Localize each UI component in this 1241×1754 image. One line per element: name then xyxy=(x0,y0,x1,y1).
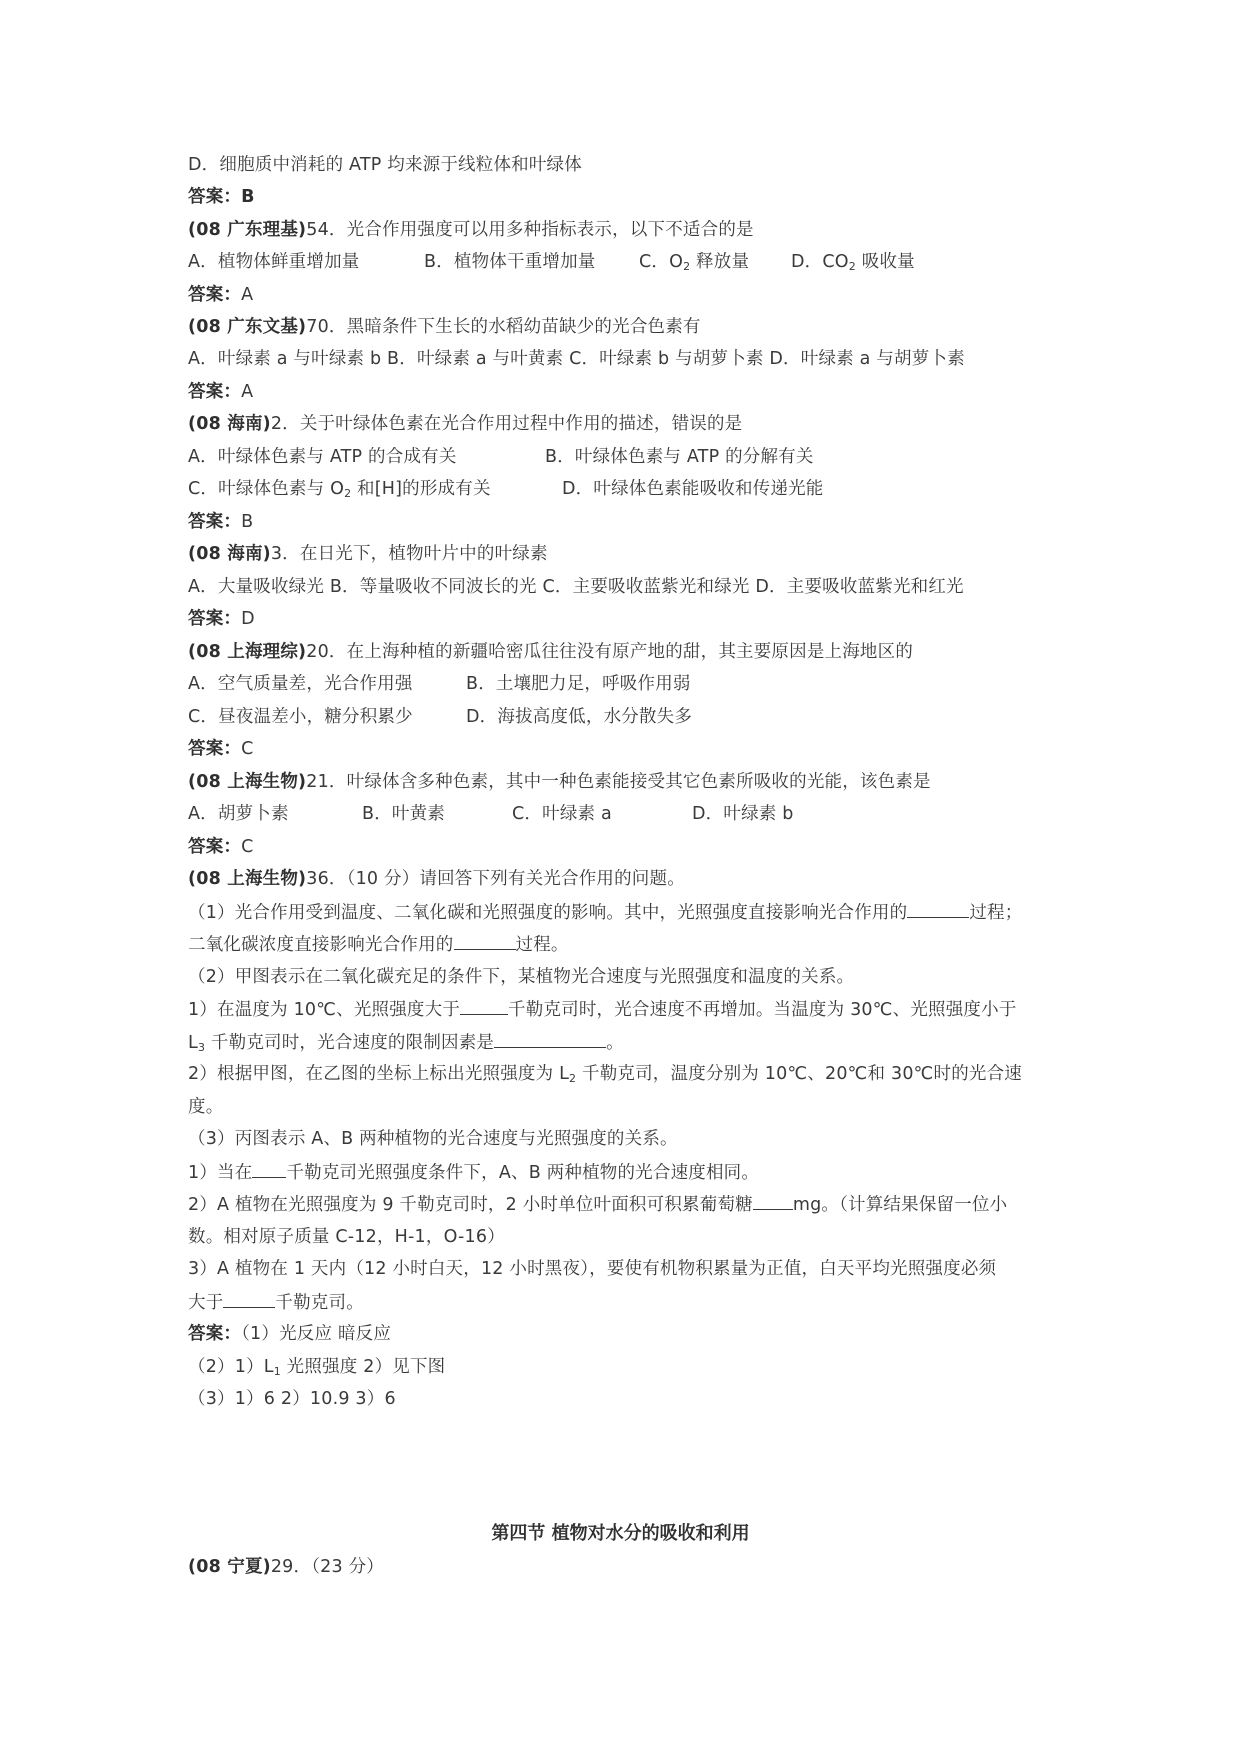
source-tag: (08 上海生物) xyxy=(188,869,307,889)
options-2-cd xyxy=(188,478,823,500)
source-tag: (08 海南) xyxy=(188,544,271,564)
option-d: D．叶绿体色素能吸收和传递光能 xyxy=(562,479,824,499)
answer-value: C xyxy=(241,739,254,759)
answer-value: B xyxy=(241,187,255,207)
answer-label: 答案： xyxy=(188,739,242,759)
source-tag: (08 上海生物) xyxy=(188,772,307,792)
answer-label: 答案： xyxy=(188,1324,242,1344)
answer-blank[interactable] xyxy=(223,1291,275,1308)
q36-part2-2-line2: 度。 xyxy=(188,1097,224,1117)
options-70: A．叶绿素 a 与叶绿素 b B．叶绿素 a 与叶黄素 C．叶绿素 b 与胡萝卜素 D．叶绿素 a 与胡萝卜素 xyxy=(188,349,965,369)
answer-label: 答案： xyxy=(188,285,242,305)
question-text: 70．黑暗条件下生长的水稻幼苗缺少的光合色素有 xyxy=(306,317,701,337)
q36-part3-3-line1: 3）A 植物在 1 天内（12 小时白天，12 小时黑夜），要使有机物积累量为正值，白天平均光照强度必须 xyxy=(188,1259,997,1279)
option-c: C．$O_2$ 释放量 xyxy=(639,252,750,273)
answer-label: 答案： xyxy=(188,187,242,207)
q36-part2-1-line1: 1）在温度为 10℃、光照强度大于 千勒克司时，光合速度不再增加。当温度为 30℃、光照强度小于 xyxy=(188,1000,1017,1020)
q36-part2-1-line2: $L_3$ 千勒克司时，光合速度的限制因素是 。 xyxy=(188,1033,624,1054)
answer-blank[interactable] xyxy=(753,1193,793,1210)
q36-part3-2-line1: 2）A 植物在光照强度为 9 千勒克司时，2 小时单位叶面积可积累葡萄糖 mg。（计算结果保留一位小 xyxy=(188,1195,1008,1215)
option-b: B．叶绿体色素与 ATP 的分解有关 xyxy=(545,447,814,467)
question-text: 20．在上海种植的新疆哈密瓜往往没有原产地的甜，其主要原因是上海地区的 xyxy=(306,642,914,662)
option-b: B．叶黄素 xyxy=(362,804,446,824)
answer-value: （1）光反应 暗反应 xyxy=(241,1324,392,1344)
answer-label: 答案： xyxy=(188,837,242,857)
source-tag: (08 上海理综) xyxy=(188,642,307,662)
answer-blank[interactable] xyxy=(454,933,516,950)
answer-blank[interactable] xyxy=(907,901,969,918)
q36-part3-2-line2: 数。相对原子质量 C-12，H-1，O-16） xyxy=(188,1227,505,1247)
options-20-cd xyxy=(188,706,692,728)
answer-line-3: （3）1）6 2）10.9 3）6 xyxy=(188,1389,396,1409)
answer-blank[interactable] xyxy=(494,1031,606,1048)
answer-blank[interactable] xyxy=(252,1161,286,1178)
question-21 xyxy=(188,771,931,793)
option-a: A．胡萝卜素 xyxy=(188,804,289,824)
question-text: 21．叶绿体含多种色素，其中一种色素能接受其它色素所吸收的光能，该色素是 xyxy=(306,772,931,792)
option-d: D．$CO_2$ 吸收量 xyxy=(791,252,915,273)
question-70 xyxy=(188,316,701,338)
answer-label: 答案： xyxy=(188,382,242,402)
option-d: D．叶绿素 b xyxy=(692,804,794,824)
answer-value: A xyxy=(241,382,254,402)
question-36 xyxy=(188,868,685,890)
answer-label: 答案： xyxy=(188,609,242,629)
source-tag: (08 广东理基) xyxy=(188,220,307,240)
question-20 xyxy=(188,641,913,663)
source-tag: (08 广东文基) xyxy=(188,317,307,337)
answer-blank[interactable] xyxy=(460,998,508,1015)
options-3: A．大量吸收绿光 B．等量吸收不同波长的光 C．主要吸收蓝紫光和绿光 D．主要吸收蓝紫光和红光 xyxy=(188,577,964,597)
option-d-line: D．细胞质中消耗的 ATP 均来源于线粒体和叶绿体 xyxy=(188,155,582,175)
answer-line xyxy=(188,511,253,533)
question-text: 29．（23 分） xyxy=(270,1557,384,1577)
source-tag: (08 海南) xyxy=(188,414,271,434)
answer-label: 答案： xyxy=(188,512,242,532)
answer-line xyxy=(188,186,255,208)
options-2-ab xyxy=(188,446,814,468)
q36-part3-1: 1）当在 千勒克司光照强度条件下，A、B 两种植物的光合速度相同。 xyxy=(188,1163,760,1183)
section-heading: 第四节 植物对水分的吸收和利用 xyxy=(491,1523,750,1544)
question-3 xyxy=(188,543,548,565)
answer-value: B xyxy=(241,512,254,532)
options-54 xyxy=(188,251,915,273)
question-54 xyxy=(188,219,754,241)
option-a: A．叶绿体色素与 ATP 的合成有关 xyxy=(188,447,457,467)
answer-value: A xyxy=(241,285,254,305)
answer-value: C xyxy=(241,837,254,857)
options-20-ab xyxy=(188,673,691,695)
question-text: 54．光合作用强度可以用多种指标表示，以下不适合的是 xyxy=(306,220,754,240)
question-text: 2．关于叶绿体色素在光合作用过程中作用的描述，错误的是 xyxy=(270,414,743,434)
option-b: B．植物体干重增加量 xyxy=(424,252,596,272)
source-tag: (08 宁夏) xyxy=(188,1557,271,1577)
answer-line xyxy=(188,836,254,858)
answer-line xyxy=(188,1323,391,1345)
option-b: B．土壤肥力足，呼吸作用弱 xyxy=(466,674,691,694)
answer-line xyxy=(188,284,253,306)
answer-value: D xyxy=(241,609,255,629)
q36-part2: （2）甲图表示在二氧化碳充足的条件下，某植物光合速度与光照强度和温度的关系。 xyxy=(188,967,855,987)
options-21 xyxy=(188,803,794,825)
question-text: 36．（10 分）请回答下列有关光合作用的问题。 xyxy=(306,869,685,889)
q36-part3-3-line2: 大于 千勒克司。 xyxy=(188,1293,364,1313)
q36-part1-line1: （1）光合作用受到温度、二氧化碳和光照强度的影响。其中，光照强度直接影响光合作用的 过程； xyxy=(188,903,1023,923)
option-c: C．昼夜温差小，糖分积累少 xyxy=(188,707,413,727)
q36-part3: （3）丙图表示 A、B 两种植物的光合速度与光照强度的关系。 xyxy=(188,1129,678,1149)
option-d: D．海拔高度低，水分散失多 xyxy=(466,707,693,727)
option-a: A．植物体鲜重增加量 xyxy=(188,252,360,272)
option-a: A．空气质量差，光合作用强 xyxy=(188,674,413,694)
answer-line xyxy=(188,608,255,630)
answer-line xyxy=(188,738,254,760)
question-29 xyxy=(188,1556,384,1578)
question-2 xyxy=(188,413,742,435)
q36-part2-2-line1: 2）根据甲图，在乙图的坐标上标出光照强度为 $L_2$ 千勒克司，温度分别为 10℃、20℃和 30℃时的光合速 xyxy=(188,1064,1023,1085)
option-c: C．叶绿素 a xyxy=(512,804,612,824)
answer-line xyxy=(188,381,253,403)
question-text: 3．在日光下，植物叶片中的叶绿素 xyxy=(270,544,548,564)
q36-part1-line2: 二氧化碳浓度直接影响光合作用的 过程。 xyxy=(188,935,569,955)
answer-line-2: $(2)1)L_1$ 光照强度 2）见下图 xyxy=(188,1357,446,1378)
option-c: C．叶绿体色素与 $O_2$ 和[H]的形成有关 xyxy=(188,479,491,500)
